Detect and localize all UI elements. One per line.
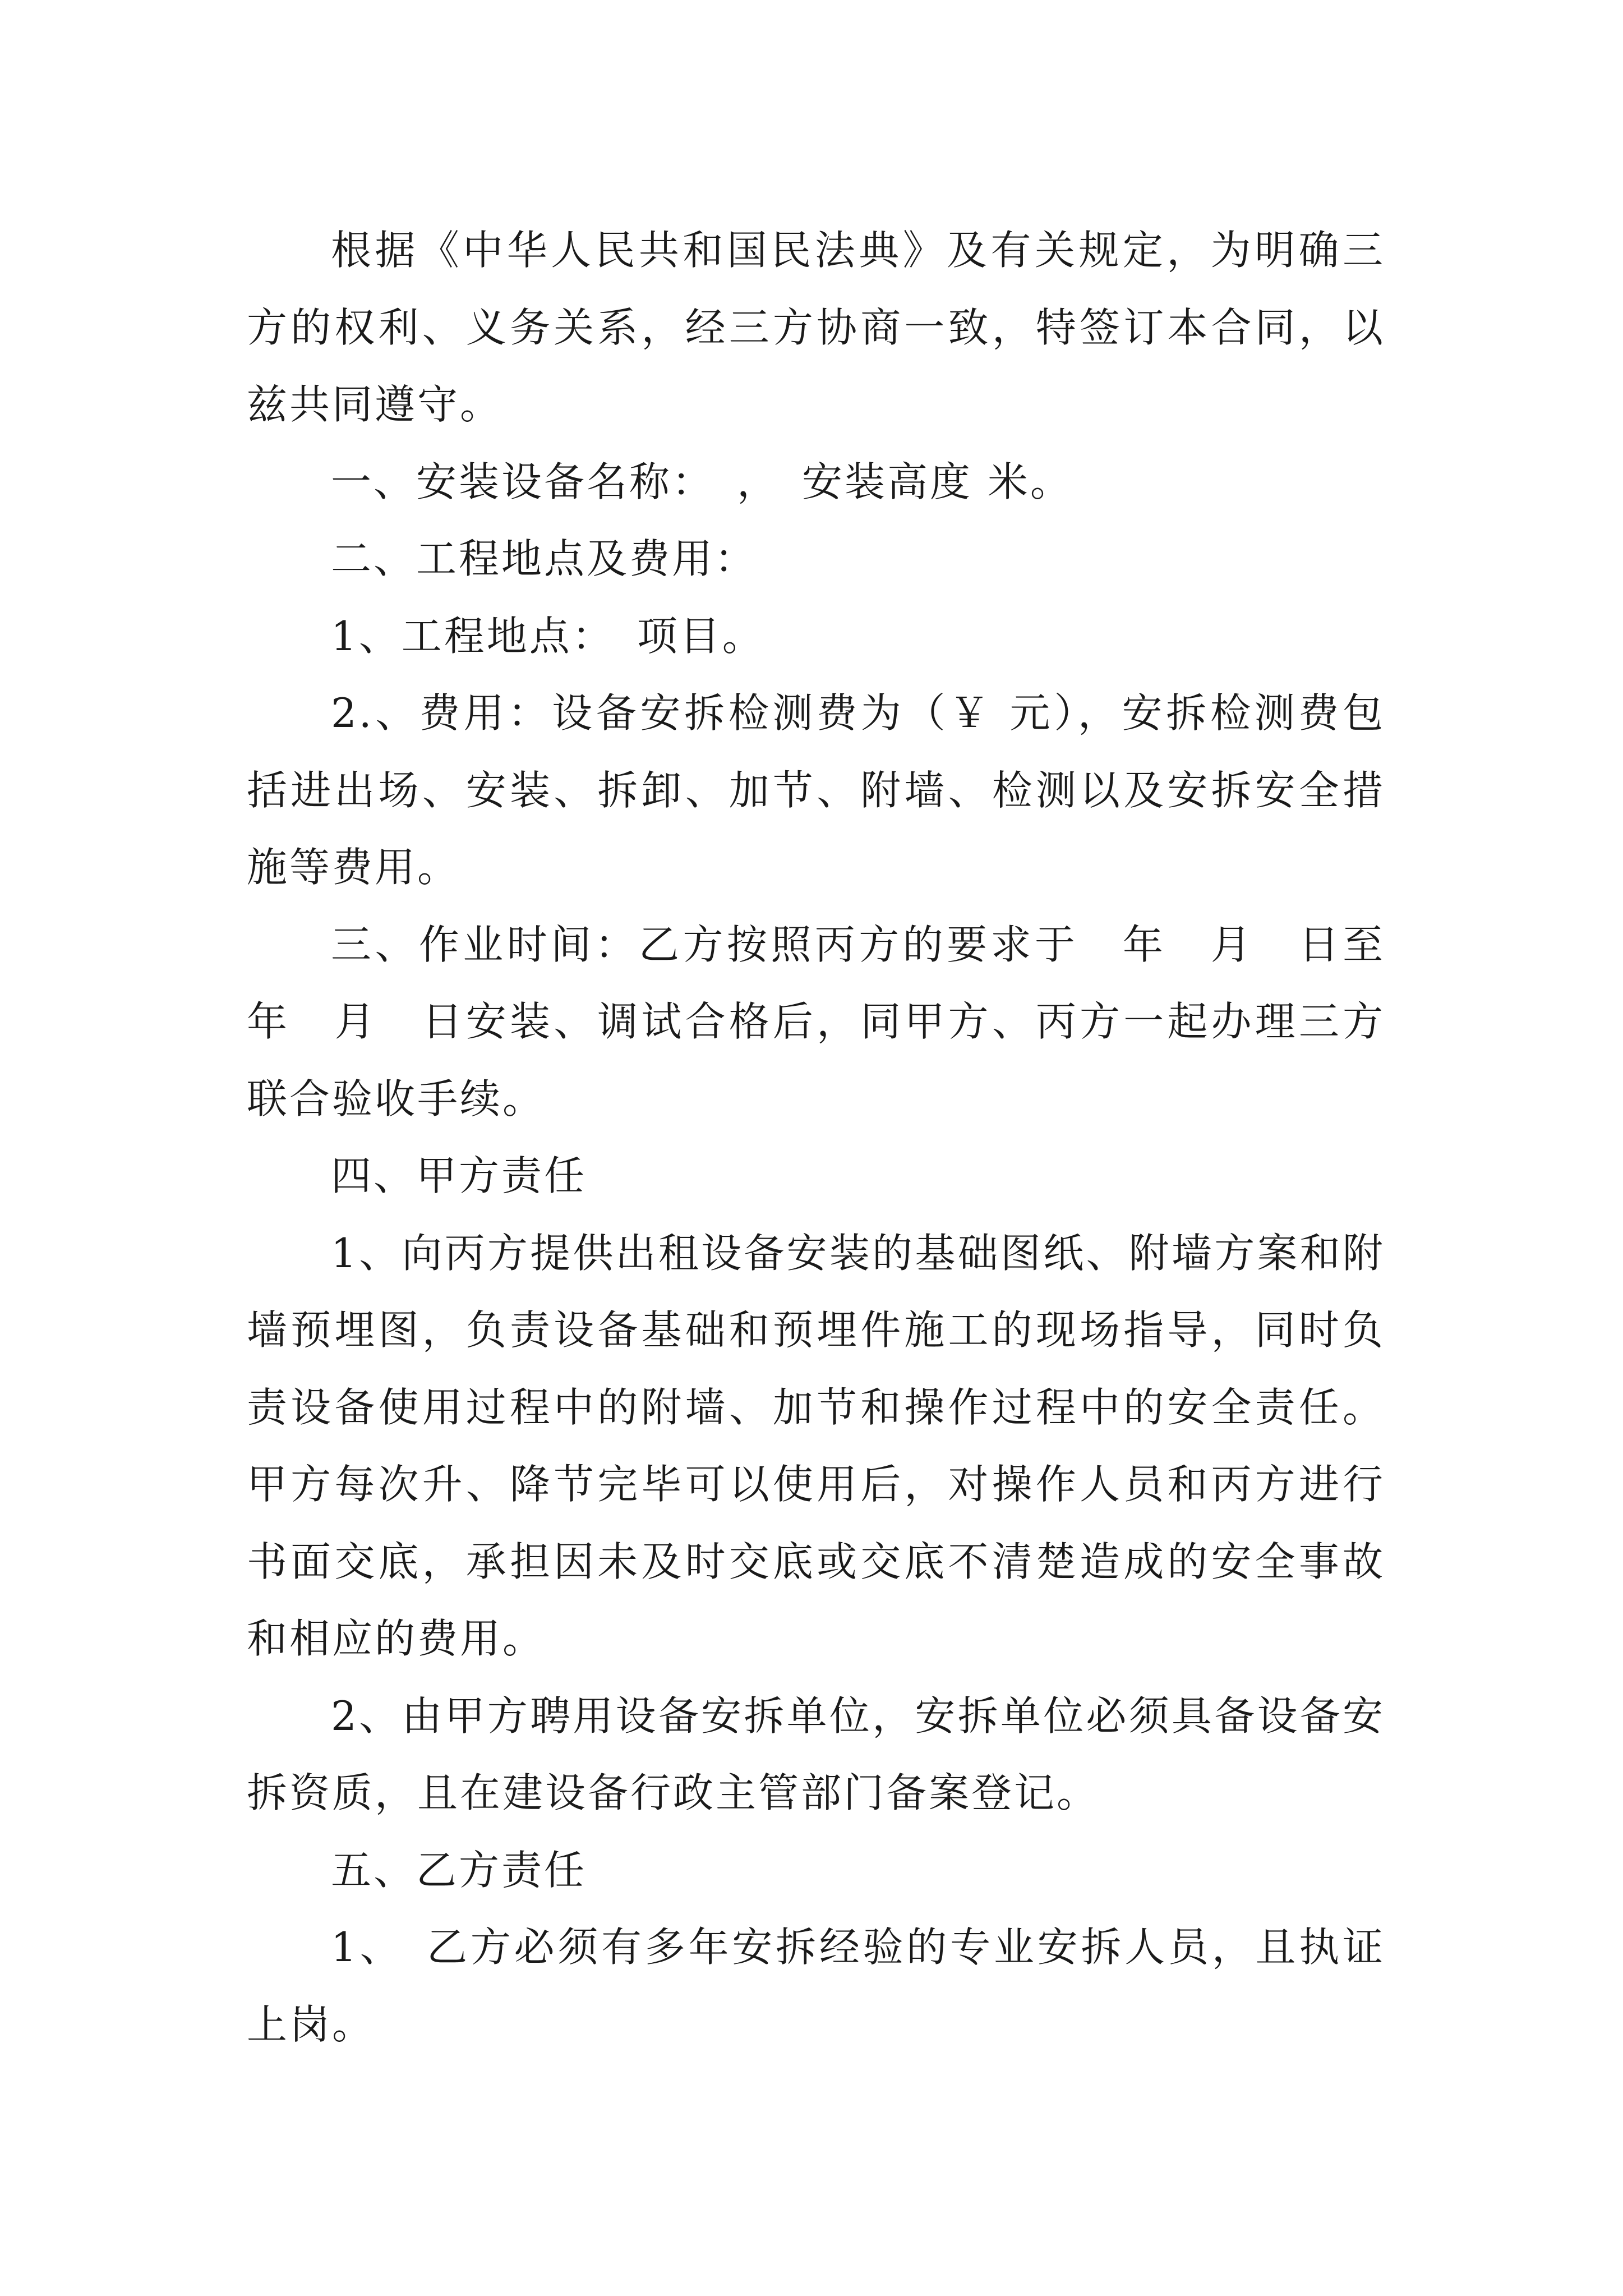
paragraph-cost: 2.、费用：设备安拆检测费为（￥ 元），安拆检测费包括进出场、安装、拆卸、加节、附墙、检测以及安拆安全措施等费用。 bbox=[247, 689, 1385, 891]
paragraph-location: 1、工程地点： 项目。 bbox=[331, 612, 765, 660]
paragraph-party-a-item-2: 2、由甲方聘用设备安拆单位，安拆单位必须具备设备安拆资质，且在建设备行政主管部门备案登记。 bbox=[247, 1692, 1385, 1816]
paragraph-party-a-item-1: 1、向丙方提供出租设备安装的基础图纸、附墙方案和附墙预埋图，负责设备基础和预埋件施工的现场指导，同时负责设备使用过程中的附墙、加节和操作过程中的安全责任。甲方每次升、降节完毕可以使用后，对操作人员和丙方进行书面交底，承担因未及时交底或交底不清楚造成的安全事故和相应的费用。 bbox=[247, 1229, 1385, 1662]
paragraph-equipment-name: 一、安装设备名称： ， 安装高度 米。 bbox=[331, 458, 1073, 505]
paragraph-party-b-heading: 五、乙方责任 bbox=[331, 1846, 587, 1894]
paragraph-party-a-heading: 四、甲方责任 bbox=[331, 1152, 587, 1199]
paragraph-work-time: 三、作业时间：乙方按照丙方的要求于 年 月 日至 年 月 日安装、调试合格后，同甲方、丙方一起办理三方联合验收手续。 bbox=[247, 921, 1428, 1122]
paragraph-location-cost-heading: 二、工程地点及费用： bbox=[331, 535, 758, 582]
paragraph-party-b-item-1: 1、 乙方必须有多年安拆经验的专业安拆人员，且执证上岗。 bbox=[247, 1924, 1385, 2048]
paragraph-intro: 根据《中华人民共和国民法典》及有关规定，为明确三方的权利、义务关系，经三方协商一致，特签订本合同，以兹共同遵守。 bbox=[247, 227, 1385, 428]
document-body bbox=[247, 212, 1428, 2063]
